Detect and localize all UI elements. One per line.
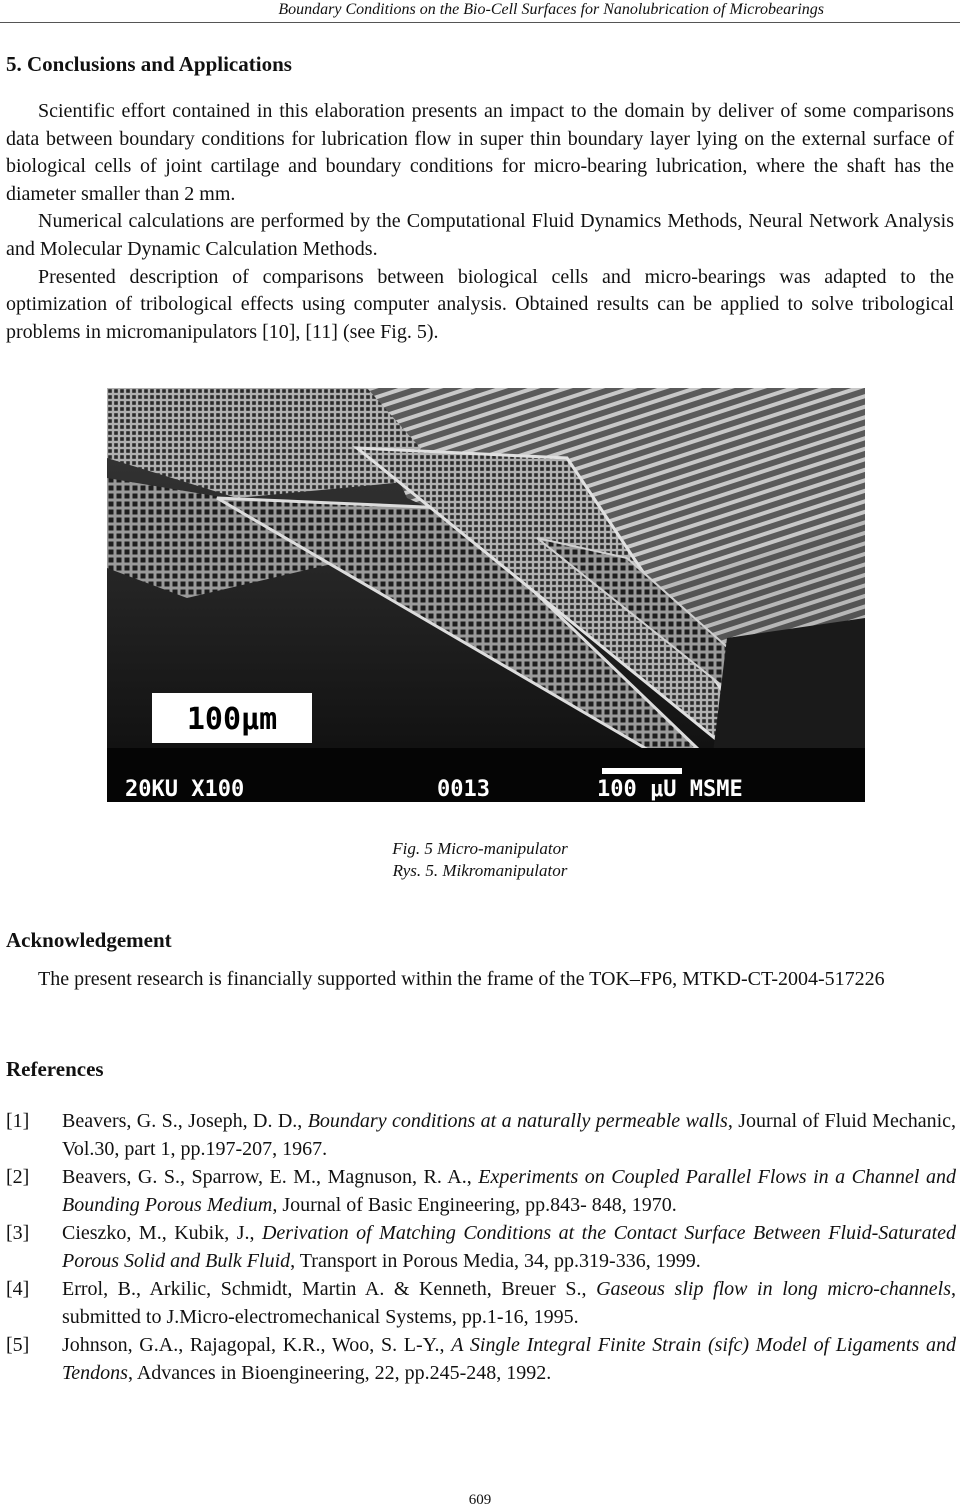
reference-title: Gaseous slip flow in long micro-channels: [596, 1278, 951, 1300]
references-list: [6, 1108, 956, 1388]
reference-source: , submitted to J.Micro-electromechanical Systems, pp.1-16, 1995.: [62, 1278, 956, 1328]
reference-item: [6, 1108, 956, 1163]
reference-authors: Errol, B., Arkilic, Schmidt, Martin A. & Kenneth, Breuer S.,: [62, 1278, 597, 1300]
reference-number: [5]: [6, 1334, 30, 1356]
reference-source: , Journal of Basic Engineering, pp.843- 848, 1970.: [272, 1193, 677, 1216]
paragraph: Presented description of comparisons between biological cells and micro-bearings was adapted to the optimization of tribological effects using computer analysis. Obtained results can be applied to solve tribological problems in micromanipulators [10], [11] (see Fig. 5).: [6, 265, 954, 343]
reference-authors: Beavers, G. S., Joseph, D. D.,: [62, 1110, 308, 1132]
reference-source: , Transport in Porous Media, 34, pp.319-336, 1999.: [290, 1249, 701, 1272]
reference-number: [4]: [6, 1278, 30, 1300]
reference-number: [3]: [6, 1222, 30, 1244]
reference-authors: Cieszko, M., Kubik, J.,: [62, 1222, 262, 1244]
figure-caption: [0, 838, 960, 882]
sem-mark: 100 μU MSME: [597, 777, 743, 802]
caption-pl: Rys. 5. Mikromanipulator: [392, 861, 568, 880]
reference-item: [6, 1220, 956, 1275]
sem-image: [107, 388, 865, 802]
reference-title: Boundary conditions at a naturally permeable walls: [307, 1110, 728, 1132]
conclusions-text: [6, 98, 954, 346]
caption-en: Fig. 5 Micro-manipulator: [392, 839, 568, 858]
reference-title: A Single Integral Finite Strain (sifc) Model of Ligaments and Tendons: [62, 1334, 956, 1384]
sem-info: 20KU X100: [125, 777, 245, 802]
sem-code: 0013: [437, 777, 490, 802]
paragraph: The present research is financially supported within the frame of the TOK–FP6, MTKD-CT-2004-517226: [38, 968, 885, 990]
reference-source: , Advances in Bioengineering, 22, pp.245-248, 1992.: [127, 1361, 552, 1384]
reference-item: [6, 1332, 956, 1387]
references-heading: References: [6, 1057, 104, 1081]
reference-item: [6, 1276, 956, 1331]
reference-title: Derivation of Matching Conditions at the Contact Surface Between Fluid-Saturated Porous Solid and Bulk Fluid: [62, 1222, 957, 1272]
reference-title: Experiments on Coupled Parallel Flows in a Channel and Bounding Porous Medium: [62, 1166, 956, 1216]
scale-bar: [602, 768, 682, 774]
paragraph: Numerical calculations are performed by the Computational Fluid Dynamics Methods, Neural Network Analysis and Molecular Dynamic Calculation Methods.: [6, 210, 954, 260]
section-title: 5. Conclusions and Applications: [6, 52, 292, 76]
paragraph: Scientific effort contained in this elaboration presents an impact to the domain by deliver of some comparisons data between boundary conditions for lubrication flow in super thin boundary layer lying on the external surface of biological cells of joint cartilage and boundary conditions for micro-bearing lubrication, where the shaft has the diameter smaller than 2 mm.: [6, 100, 954, 205]
reference-number: [2]: [6, 1166, 30, 1188]
reference-item: [6, 1164, 956, 1219]
running-head: Boundary Conditions on the Bio-Cell Surfaces for Nanolubrication of Microbearings: [0, 0, 960, 23]
reference-number: [1]: [6, 1110, 30, 1132]
acknowledgement-text: [6, 966, 954, 994]
page-number: 609: [468, 1492, 492, 1508]
acknowledgement-heading: Acknowledgement: [6, 928, 172, 952]
reference-source: , Journal of Fluid Mechanic, Vol.30, part 1, pp.197-207, 1967.: [62, 1110, 957, 1160]
reference-authors: Johnson, G.A., Rajagopal, K.R., Woo, S. L-Y.,: [62, 1334, 452, 1356]
micro-manipulator-figure: [107, 388, 865, 802]
scale-label: 100µm: [186, 702, 278, 737]
reference-authors: Beavers, G. S., Sparrow, E. M., Magnuson, R. A.,: [62, 1166, 479, 1188]
